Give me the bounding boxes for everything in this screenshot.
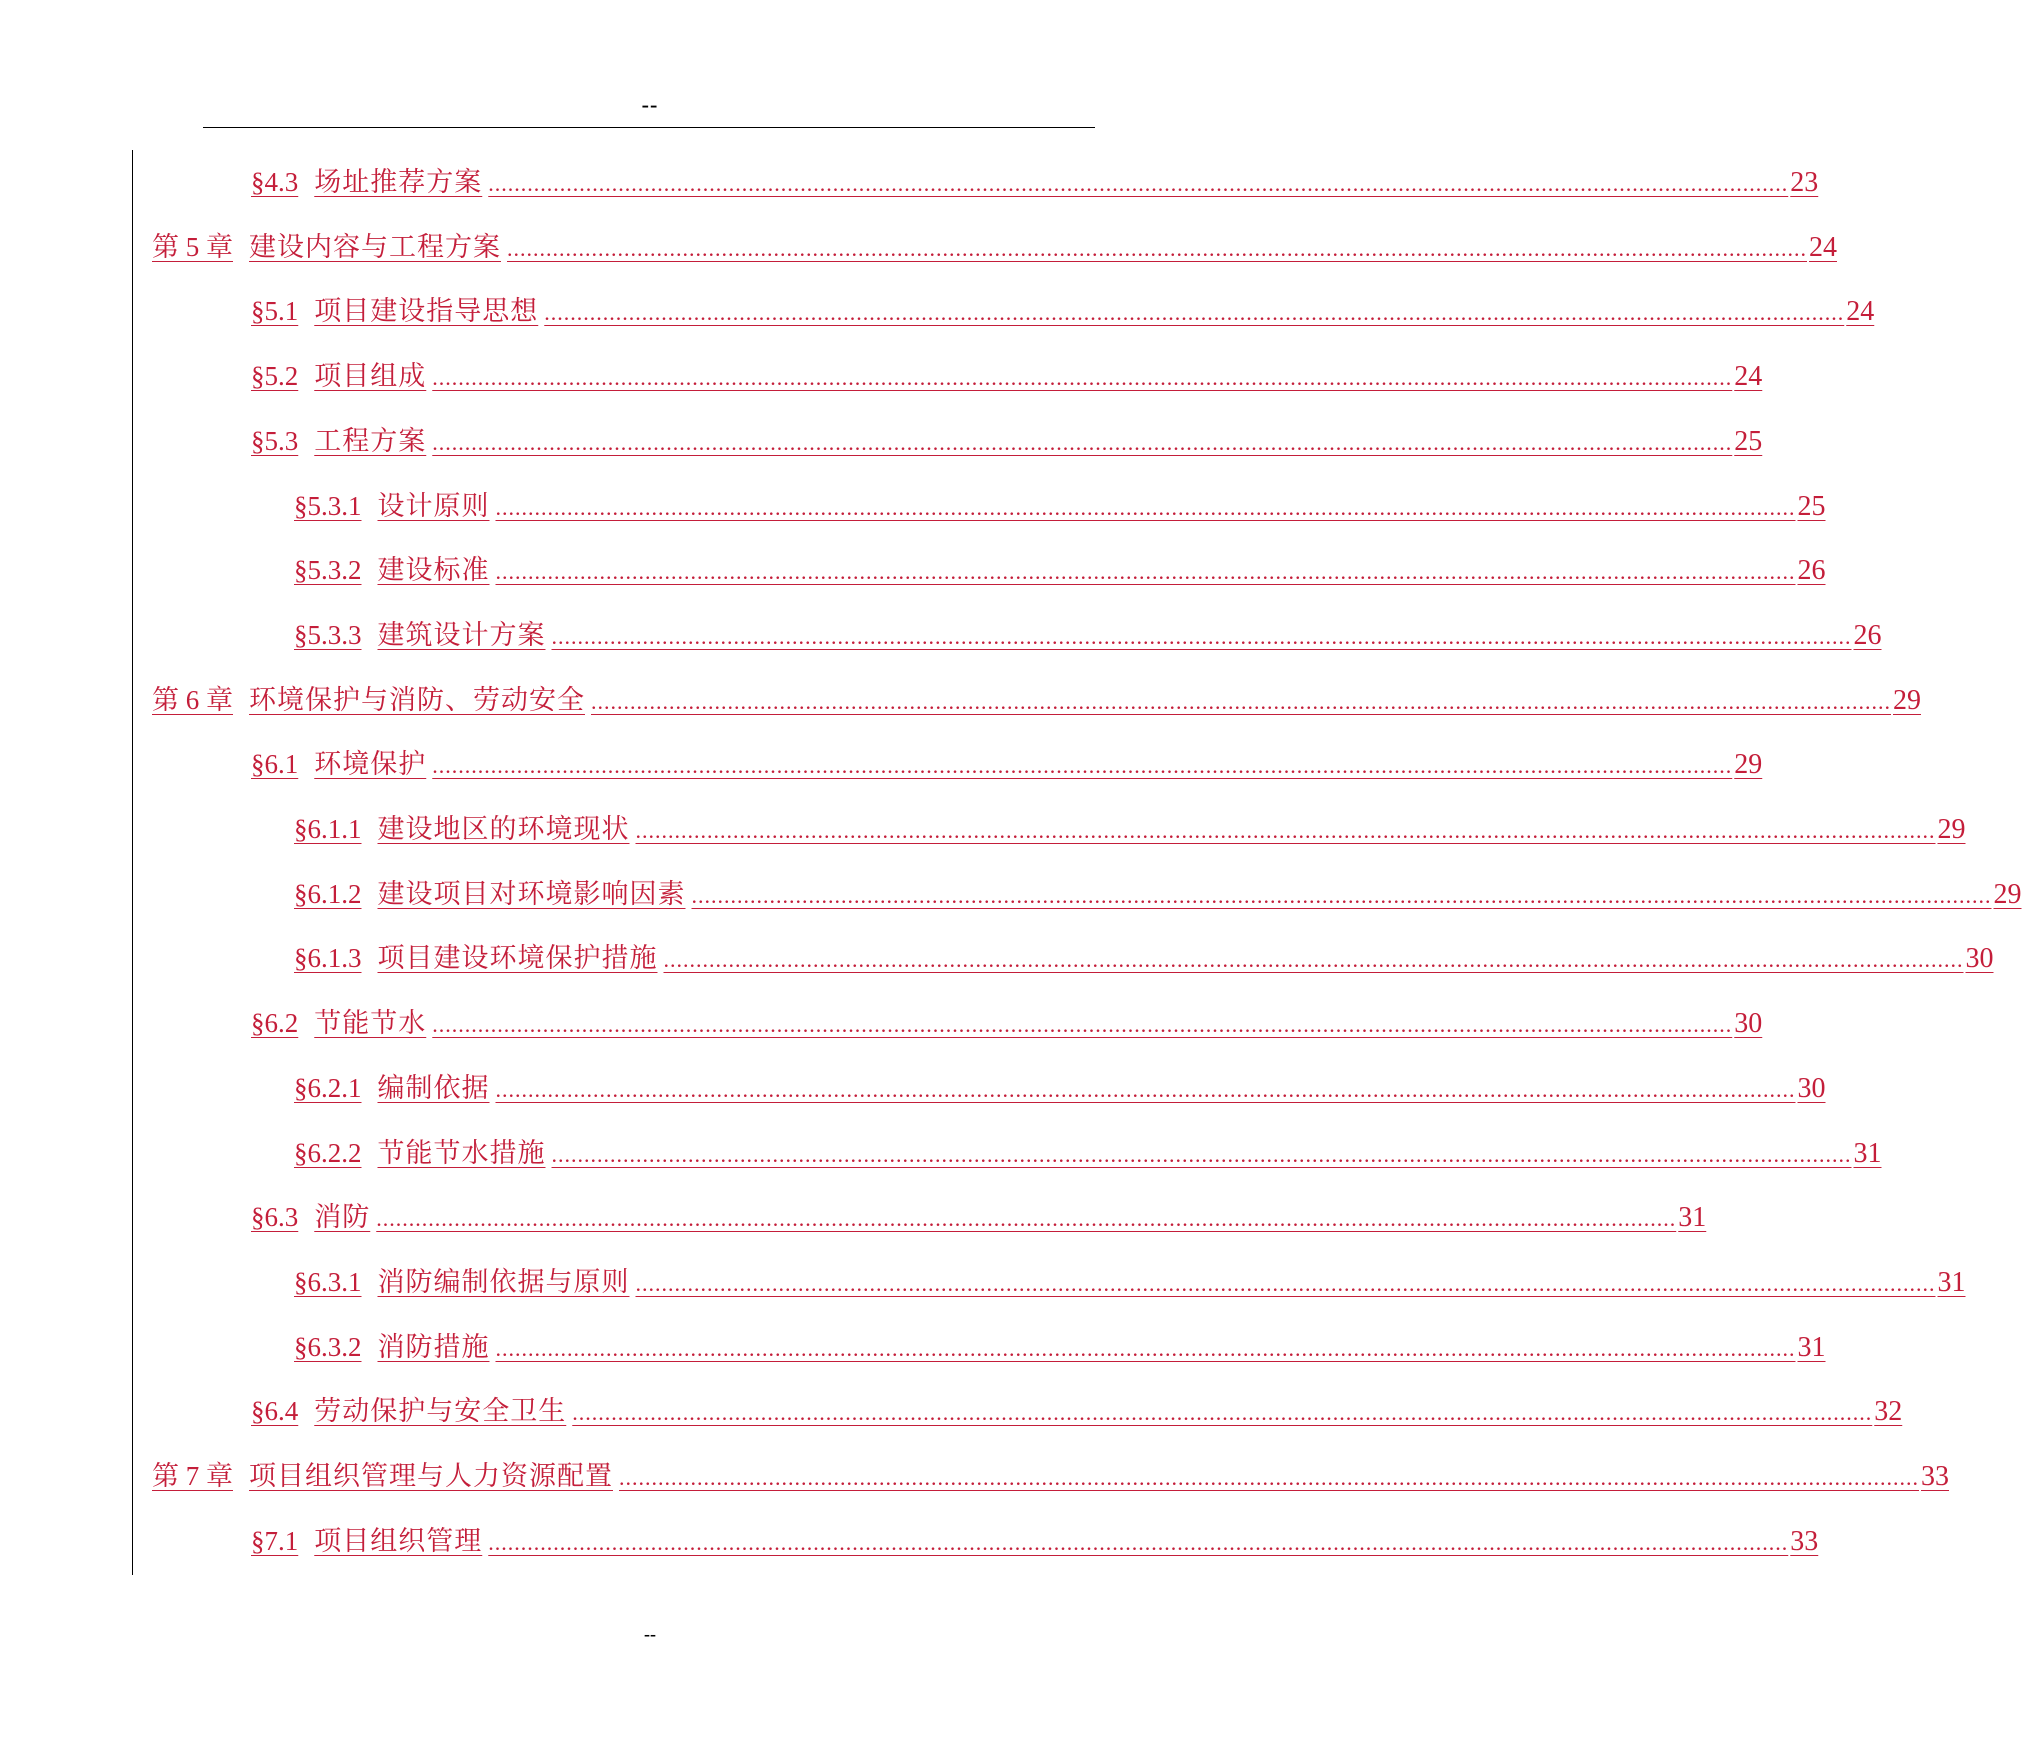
toc-entry-page-number: 29 <box>1993 878 2022 910</box>
toc-entry[interactable] <box>251 742 1763 782</box>
toc-entry[interactable] <box>294 484 1826 524</box>
toc-entry-number: §5.2 <box>251 361 299 392</box>
toc-leader-dots: ........................................................................................................................................................................................................ <box>488 171 1789 196</box>
toc-entry-number: §5.3.3 <box>294 619 362 650</box>
toc-entry-title: 消防措施 <box>377 1331 490 1363</box>
toc-leader-dots: ........................................................................................................................................................................................................ <box>544 300 1845 326</box>
toc-entry-number: §7.1 <box>251 1525 299 1556</box>
toc-entry-page-number: 31 <box>1797 1331 1826 1363</box>
toc-entry-page-number: 33 <box>1790 1525 1819 1557</box>
toc-entry-title: 环境保护 <box>314 749 427 781</box>
toc-leader-dots: ........................................................................................................................................................................................................ <box>551 1141 1852 1167</box>
toc-entry-page-number: 25 <box>1797 490 1826 522</box>
toc-leader-dots: ........................................................................................................................................................................................................ <box>635 818 1936 843</box>
toc-leader-dots: ........................................................................................................................................................................................................ <box>432 1012 1733 1038</box>
toc-entry[interactable] <box>251 289 1875 329</box>
toc-entry-number: 第 7 章 <box>152 1461 233 1491</box>
toc-entry-page-number: 29 <box>1937 814 1966 845</box>
toc-entry-number: §6.3.2 <box>294 1331 362 1362</box>
toc-entry-number: 第 6 章 <box>152 684 233 715</box>
toc-entry-page-number: 26 <box>1853 619 1882 651</box>
toc-entry-page-number: 30 <box>1965 943 1994 975</box>
toc-entry-number: §6.3.1 <box>294 1266 362 1297</box>
toc-leader-dots: ........................................................................................................................................................................................................ <box>691 882 1992 908</box>
toc-entry[interactable] <box>251 1519 1819 1559</box>
toc-leader-dots: ........................................................................................................................................................................................................ <box>507 235 1807 261</box>
toc-leader-dots: ........................................................................................................................................................................................................ <box>619 1465 1919 1490</box>
toc-entry[interactable] <box>251 354 1763 394</box>
toc-entry-number: §5.1 <box>251 296 299 327</box>
toc-entry-title: 建设项目对环境影响因素 <box>377 878 686 910</box>
toc-entry-title: 项目组成 <box>314 361 427 393</box>
toc-leader-dots: ........................................................................................................................................................................................................ <box>432 429 1733 455</box>
toc-entry-page-number: 33 <box>1921 1461 1949 1492</box>
toc-leader-dots: ........................................................................................................................................................................................................ <box>495 559 1796 585</box>
toc-entry-number: §5.3 <box>251 425 299 456</box>
toc-entry-page-number: 24 <box>1846 296 1875 328</box>
toc-entry[interactable] <box>294 872 2022 912</box>
toc-entry[interactable] <box>251 1389 1903 1429</box>
toc-entry[interactable] <box>251 1195 1707 1235</box>
toc-leader-dots: ........................................................................................................................................................................................................ <box>591 688 1891 714</box>
toc-entry-number: §6.1.2 <box>294 878 362 909</box>
toc-entry[interactable] <box>251 419 1763 459</box>
toc-entry[interactable] <box>294 548 1826 588</box>
toc-entry-number: §6.3 <box>251 1202 299 1233</box>
toc-entry-page-number: 23 <box>1790 167 1819 198</box>
toc-entry-number: §6.2.2 <box>294 1137 362 1168</box>
toc-entry-title: 项目建设指导思想 <box>314 296 539 328</box>
toc-entry-title: 劳动保护与安全卫生 <box>314 1396 567 1428</box>
header-rule <box>203 127 1095 128</box>
toc-entry-page-number: 29 <box>1734 749 1763 781</box>
toc-entry-number: §6.1.3 <box>294 943 362 974</box>
toc-entry-title: 项目组织管理与人力资源配置 <box>249 1461 613 1492</box>
toc-entry-title: 消防 <box>314 1202 371 1234</box>
toc-entry[interactable] <box>294 1131 1882 1171</box>
toc-entry-number: §6.1.1 <box>294 814 362 844</box>
toc-leader-dots: ........................................................................................................................................................................................................ <box>488 1529 1789 1555</box>
toc-entry[interactable] <box>294 807 1966 847</box>
toc-entry-title: 建设标准 <box>377 555 490 587</box>
toc-entry-page-number: 32 <box>1874 1396 1903 1428</box>
toc-leader-dots: ........................................................................................................................................................................................................ <box>495 1076 1796 1102</box>
toc-entry-page-number: 26 <box>1797 555 1826 587</box>
toc-entry-title: 节能节水 <box>314 1008 427 1040</box>
toc-entry-title: 建筑设计方案 <box>377 619 546 651</box>
toc-entry[interactable] <box>294 1066 1826 1106</box>
toc-entry-page-number: 31 <box>1937 1266 1966 1298</box>
toc-entry-number: §5.3.2 <box>294 555 362 586</box>
toc-entry[interactable] <box>294 1260 1966 1300</box>
toc-entry-title: 建设地区的环境现状 <box>377 814 630 845</box>
toc-leader-dots: ........................................................................................................................................................................................................ <box>663 947 1964 973</box>
toc-entry[interactable] <box>152 1454 1949 1494</box>
toc-entry-number: §6.1 <box>251 749 299 780</box>
toc-leader-dots: ........................................................................................................................................................................................................ <box>432 365 1733 391</box>
toc-entry-number: 第 5 章 <box>152 231 233 262</box>
toc-leader-dots: ........................................................................................................................................................................................................ <box>551 623 1852 649</box>
toc-entry-title: 编制依据 <box>377 1072 490 1104</box>
toc-entry-number: §4.3 <box>251 167 299 197</box>
toc-entry-title: 场址推荐方案 <box>314 167 483 198</box>
toc-entry-title: 设计原则 <box>377 490 490 522</box>
toc-entry-number: §6.4 <box>251 1396 299 1427</box>
toc-entry[interactable] <box>294 1325 1826 1365</box>
toc-entry-number: §6.2 <box>251 1008 299 1039</box>
toc-entry-title: 项目建设环境保护措施 <box>377 943 658 975</box>
toc-entry-page-number: 29 <box>1893 684 1921 716</box>
toc-entry-page-number: 25 <box>1734 425 1763 457</box>
toc-entry-page-number: 24 <box>1734 361 1763 393</box>
toc-entry-number: §6.2.1 <box>294 1072 362 1103</box>
toc-entry[interactable] <box>294 936 1994 976</box>
page-footer: -- <box>644 1624 656 1644</box>
toc-entry-page-number: 24 <box>1809 231 1837 263</box>
toc-entry[interactable] <box>152 678 1921 718</box>
toc-entry-title: 消防编制依据与原则 <box>377 1266 630 1298</box>
toc-entry-title: 节能节水措施 <box>377 1137 546 1169</box>
margin-line <box>132 150 133 1575</box>
toc-entry-title: 项目组织管理 <box>314 1525 483 1557</box>
toc-entry-title: 环境保护与消防、劳动安全 <box>249 684 585 716</box>
toc-entry-title: 工程方案 <box>314 425 427 457</box>
toc-leader-dots: ........................................................................................................................................................................................................ <box>495 494 1796 520</box>
toc-leader-dots: ........................................................................................................................................................................................................ <box>635 1270 1936 1296</box>
toc-entry-number: §5.3.1 <box>294 490 362 521</box>
toc-leader-dots: ........................................................................................................................................................................................................ <box>572 1400 1873 1426</box>
page-header: -- <box>641 92 659 117</box>
toc-entry[interactable] <box>294 613 1882 653</box>
toc-entry-page-number: 30 <box>1797 1072 1826 1104</box>
toc-leader-dots: ........................................................................................................................................................................................................ <box>432 753 1733 779</box>
toc-entry-page-number: 31 <box>1678 1202 1707 1234</box>
toc-entry[interactable] <box>251 160 1819 200</box>
toc-leader-dots: ........................................................................................................................................................................................................ <box>495 1335 1796 1361</box>
toc-leader-dots: ........................................................................................................................................................................................................ <box>376 1206 1677 1232</box>
toc-entry-title: 建设内容与工程方案 <box>249 231 501 263</box>
toc-entry[interactable] <box>152 225 1837 265</box>
toc-entry-page-number: 31 <box>1853 1137 1882 1169</box>
toc-entry-page-number: 30 <box>1734 1008 1763 1040</box>
toc-entry[interactable] <box>251 1001 1763 1041</box>
